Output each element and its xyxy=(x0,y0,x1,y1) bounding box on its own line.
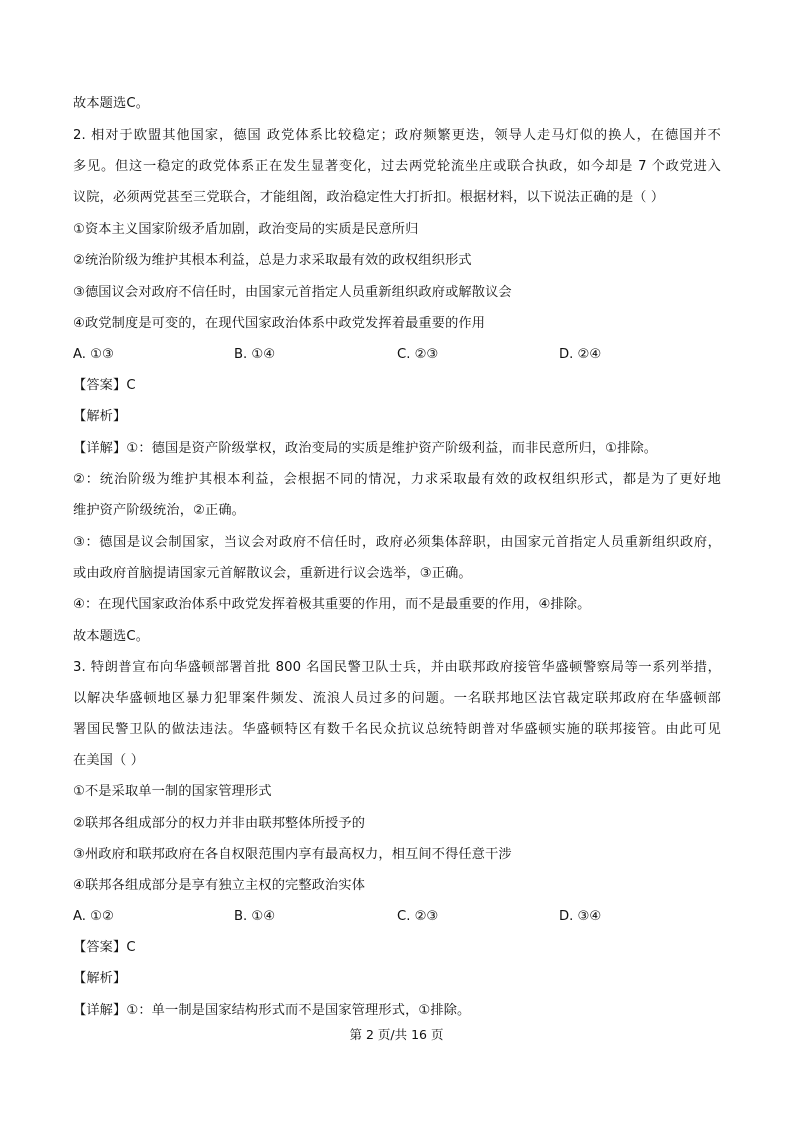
q3-stem-line: 在美国（ ） xyxy=(73,753,145,768)
q2-statement: ①资本主义国家阶级矛盾加剧，政治变局的实质是民意所归 xyxy=(73,222,419,237)
q2-analysis-label: 【解析】 xyxy=(73,409,127,424)
q2-detail-line: 【详解】①：德国是资产阶级掌权，政治变局的实质是维护资产阶级利益，而非民意所归，①排除。 xyxy=(73,441,658,456)
q2-conclusion: 故本题选C。 xyxy=(73,629,150,644)
q2-stem-line: 议院，必须两党甚至三党联合，才能组阁，政治稳定性大打折扣。根据材料，以下说法正确的是（ ） xyxy=(73,190,665,205)
q3-statement: ③州政府和联邦政府在各自权限范围内享有最高权力，相互间不得任意干涉 xyxy=(73,847,512,862)
q3-answer: 【答案】C xyxy=(73,940,136,955)
q2-answer: 【答案】C xyxy=(73,378,136,393)
q2-option-b: B. ①④ xyxy=(234,347,276,362)
q2-statement: ②统治阶级为维护其根本利益，总是力求采取最有效的政权组织形式 xyxy=(73,253,472,268)
q2-detail-line: ③：德国是议会制国家，当议会对政府不信任时，政府必须集体辞职，由国家元首指定人员重新组织政府， xyxy=(73,535,721,550)
q2-stem-line: 2. 相对于欧盟其他国家，德国 政党体系比较稳定；政府频繁更迭，领导人走马灯似的换人，在德国并不 xyxy=(73,128,721,143)
q3-statement: ②联邦各组成部分的权力并非由联邦整体所授予的 xyxy=(73,816,366,831)
q3-option-d: D. ③④ xyxy=(559,909,602,924)
q2-option-d: D. ②④ xyxy=(559,347,602,362)
q3-option-a: A. ①② xyxy=(73,909,114,924)
q3-statement: ④联邦各组成部分是享有独立主权的完整政治实体 xyxy=(73,878,366,893)
q3-stem-line: 署国民警卫队的做法违法。华盛顿特区有数千名民众抗议总统特朗普对华盛顿实施的联邦接管。由此可见 xyxy=(73,722,721,737)
q2-detail-line: ②：统治阶级为维护其根本利益，会根据不同的情况，力求采取最有效的政权组织形式，都是为了更好地 xyxy=(73,472,721,487)
q2-option-a: A. ①③ xyxy=(73,347,114,362)
page-footer: 第 2 页/共 16 页 xyxy=(349,1027,444,1042)
q2-detail-line: ④：在现代国家政治体系中政党发挥着极其重要的作用，而不是最重要的作用，④排除。 xyxy=(73,597,591,612)
q2-detail-line: 维护资产阶级统治，②正确。 xyxy=(73,503,246,518)
q2-stem-line: 多见。但这一稳定的政党体系正在发生显著变化，过去两党轮流坐庄或联合执政，如今却是 7 个政党进入 xyxy=(73,159,721,174)
q3-option-c: C. ②③ xyxy=(397,909,439,924)
q3-statement: ①不是采取单一制的国家管理形式 xyxy=(73,784,272,799)
q2-statement: ③德国议会对政府不信任时，由国家元首指定人员重新组织政府或解散议会 xyxy=(73,285,512,300)
q3-stem-line: 3. 特朗普宣布向华盛顿部署首批 800 名国民警卫队士兵，并由联邦政府接管华盛顿警察局等一系列举措， xyxy=(73,660,721,675)
q3-option-b: B. ①④ xyxy=(234,909,276,924)
q1-conclusion: 故本题选C。 xyxy=(73,96,150,111)
q2-statement: ④政党制度是可变的，在现代国家政治体系中政党发挥着最重要的作用 xyxy=(73,316,486,331)
q3-analysis-label: 【解析】 xyxy=(73,971,127,986)
q3-detail-line: 【详解】①：单一制是国家结构形式而不是国家管理形式，①排除。 xyxy=(73,1003,471,1018)
q2-option-c: C. ②③ xyxy=(397,347,439,362)
q3-stem-line: 以解决华盛顿地区暴力犯罪案件频发、流浪人员过多的问题。一名联邦地区法官裁定联邦政府在华盛顿部 xyxy=(73,691,721,706)
q2-detail-line: 或由政府首脑提请国家元首解散议会，重新进行议会选举，③正确。 xyxy=(73,566,472,581)
